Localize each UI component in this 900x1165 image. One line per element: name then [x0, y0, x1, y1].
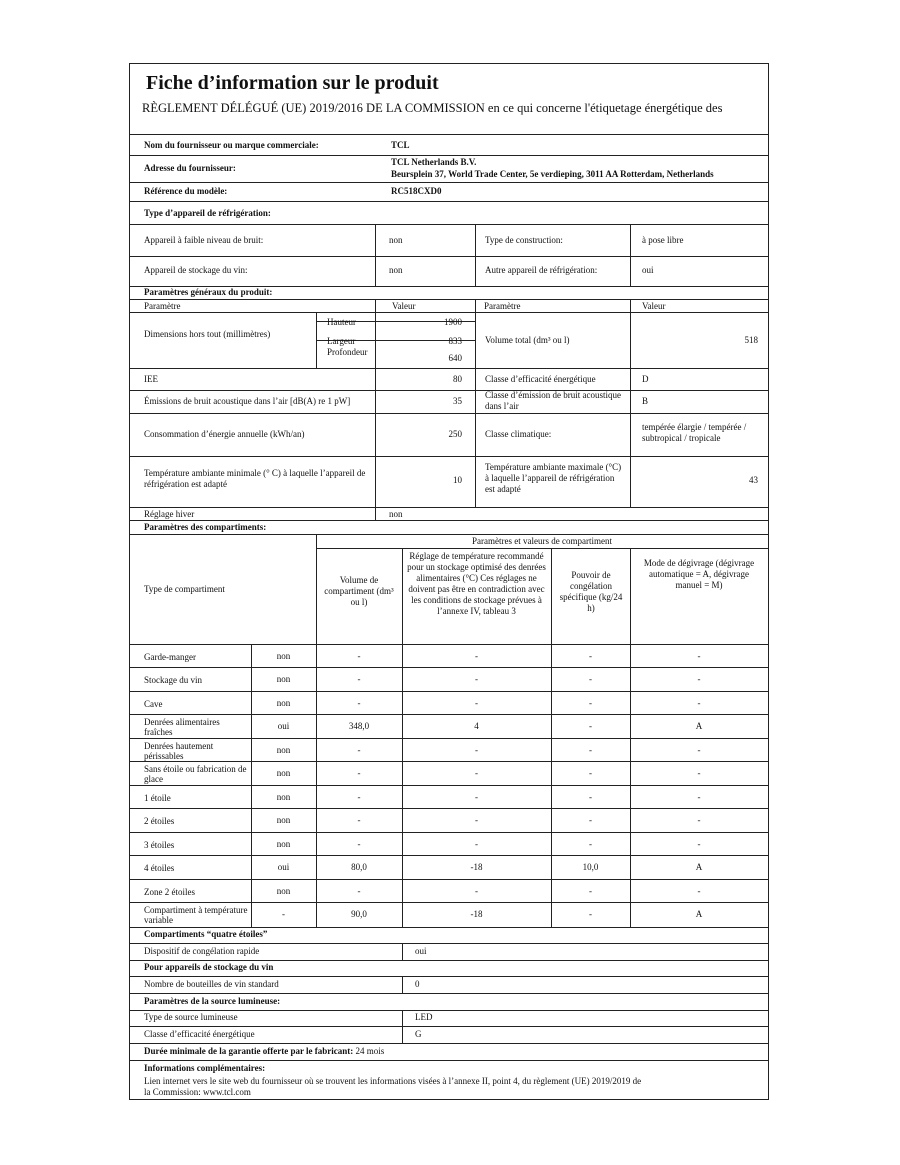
wine-bottles-label: Nombre de bouteilles de vin standard: [144, 979, 279, 989]
other-appliance-label: Autre appareil de réfrigération:: [485, 265, 598, 275]
eei-value: 80: [453, 374, 462, 384]
rule: [130, 993, 768, 994]
construction-label: Type de construction:: [485, 235, 563, 245]
other-appliance-value: oui: [642, 265, 654, 275]
compartment-present: non: [276, 792, 291, 802]
compartment-defrost: -: [697, 651, 701, 661]
rule: [130, 256, 768, 257]
light-type-label: Type de source lumineuse: [144, 1012, 238, 1022]
rule: [130, 390, 768, 391]
compartment-defrost: -: [697, 745, 701, 755]
energy-class-label: Classe d’efficacité énergétique: [485, 374, 596, 384]
wine-appliance-label: Appareil de stockage du vin:: [144, 265, 248, 275]
compartment-freeze: -: [589, 721, 592, 731]
wine-bottles-value: 0: [415, 979, 420, 989]
rule: [402, 976, 403, 993]
rule: [130, 976, 768, 977]
rule: [130, 1043, 768, 1044]
rule: [130, 368, 768, 369]
compartment-defrost: -: [697, 698, 701, 708]
rule: [475, 299, 476, 507]
width-value: 833: [448, 336, 462, 346]
compartment-temp: -: [475, 839, 478, 849]
rule: [130, 1026, 768, 1027]
noise-label: Émissions de bruit acoustique dans l’air [dB(A) re 1 pW]: [144, 396, 351, 406]
compartment-name: Zone 2 étoiles: [144, 886, 195, 897]
rule: [130, 927, 768, 928]
compartment-freeze: -: [589, 674, 592, 684]
supplier-address-line1: TCL Netherlands B.V.: [391, 157, 477, 167]
compartment-defrost: -: [697, 839, 701, 849]
compartment-temp: -: [475, 792, 478, 802]
compartment-name: 4 étoiles: [144, 862, 175, 873]
min-ambient-temp-value: 10: [453, 475, 462, 485]
compartment-present: oui: [277, 721, 290, 731]
rule: [375, 224, 376, 286]
compartment-freeze: -: [589, 768, 592, 778]
compartment-name: Denrées hautement périssables: [144, 740, 214, 761]
compartment-defrost: -: [697, 768, 701, 778]
compartment-present: non: [276, 815, 291, 825]
compartment-present: -: [282, 909, 285, 919]
winter-setting-value: non: [389, 509, 403, 519]
compartment-volume: -: [357, 651, 361, 661]
compartment-name: Stockage du vin: [144, 674, 202, 685]
compartment-present: non: [276, 768, 291, 778]
col-compartment-volume: Volume de compartiment (dm³ ou l): [324, 575, 394, 607]
compartment-freeze: -: [589, 698, 592, 708]
supplier-name-value: TCL: [391, 140, 410, 150]
compartment-defrost: A: [695, 721, 703, 731]
height-value: 1900: [444, 317, 462, 327]
compartment-freeze: -: [589, 886, 592, 896]
depth-value: 640: [448, 353, 462, 363]
compartment-name: 2 étoiles: [144, 815, 175, 826]
compartment-temp: -18: [470, 909, 483, 919]
compartment-present: oui: [277, 862, 290, 872]
supplier-name-label: Nom du fournisseur ou marque commerciale:: [144, 140, 319, 150]
fast-freeze-label: Dispositif de congélation rapide: [144, 946, 260, 956]
rule: [130, 201, 768, 202]
col-value: Valeur: [392, 301, 416, 311]
compartment-volume: -: [357, 768, 361, 778]
compartment-name: 1 étoile: [144, 792, 171, 803]
compartment-defrost: -: [697, 674, 701, 684]
compartment-temp: -: [475, 886, 478, 896]
general-params-header: Paramètres généraux du produit:: [144, 287, 273, 297]
light-type-value: LED: [415, 1012, 433, 1022]
compartment-freeze: -: [589, 745, 592, 755]
compartment-temp: 4: [474, 721, 479, 731]
dimensions-label: Dimensions hors tout (millimètres): [144, 329, 271, 339]
eei-label: IEE: [144, 374, 158, 384]
rule: [130, 413, 768, 414]
rule: [630, 224, 631, 286]
page-title: Fiche d’information sur le produit: [146, 72, 439, 94]
light-class-value: G: [415, 1029, 422, 1039]
annual-energy-label: Consommation d’énergie annuelle (kWh/an): [144, 429, 305, 439]
supplier-address-label: Adresse du fournisseur:: [144, 163, 236, 173]
compartment-freeze: 10,0: [582, 862, 599, 872]
compartment-temp: -: [475, 651, 478, 661]
compartments-header: Paramètres des compartiments:: [144, 522, 267, 532]
max-ambient-temp-value: 43: [749, 475, 758, 485]
col-freezing-capacity: Pouvoir de congélation spécifique (kg/24 h): [559, 570, 623, 613]
noise-class-value: B: [642, 396, 649, 406]
light-class-label: Classe d’efficacité énergétique: [144, 1029, 255, 1039]
compartment-name: Sans étoile ou fabrication de glace: [144, 763, 247, 784]
compartment-present: non: [276, 698, 291, 708]
warranty-row: [144, 1046, 384, 1057]
compartment-volume: -: [357, 674, 361, 684]
four-star-header: Compartiments “quatre étoiles”: [144, 929, 268, 939]
compartment-name: 3 étoiles: [144, 839, 175, 850]
wine-storage-header: Pour appareils de stockage du vin: [144, 962, 274, 972]
compartment-defrost: A: [695, 909, 703, 919]
compartment-name: Denrées alimentaires fraîches: [144, 716, 220, 737]
total-volume-value: 518: [744, 335, 758, 345]
low-noise-value: non: [389, 235, 403, 245]
compartment-group-header: Paramètres et valeurs de compartiment: [472, 536, 612, 546]
rule: [130, 299, 768, 300]
compartment-present: non: [276, 745, 291, 755]
rule: [130, 456, 768, 457]
noise-class-label: Classe d’émission de bruit acoustique dans l’air: [485, 390, 621, 411]
height-label: Hauteur: [327, 317, 356, 327]
additional-info-header: Informations complémentaires:: [144, 1063, 266, 1073]
supplier-address-line2: Beursplein 37, World Trade Center, 5e verdieping, 3011 AA Rotterdam, Netherlands: [391, 169, 714, 179]
compartment-volume: 348,0: [348, 721, 370, 731]
rule: [130, 1060, 768, 1061]
compartment-freeze: -: [589, 909, 592, 919]
fast-freeze-value: oui: [415, 946, 427, 956]
energy-class-value: D: [642, 374, 649, 384]
compartment-defrost: -: [697, 792, 701, 802]
additional-info-text: Lien internet vers le site web du fournisseur où se trouvent les informations visées à l’annexe II, point 4, du règlement (UE) 2019/2019 de la Commission: www.tcl.com: [144, 1076, 642, 1097]
wine-appliance-value: non: [389, 265, 403, 275]
compartment-freeze: -: [589, 792, 592, 802]
rule: [130, 134, 768, 135]
low-noise-label: Appareil à faible niveau de bruit:: [144, 235, 264, 245]
rule: [402, 1010, 403, 1043]
compartment-defrost: -: [697, 886, 701, 896]
compartment-temp: -: [475, 698, 478, 708]
noise-value: 35: [453, 396, 462, 406]
product-information-sheet: [129, 63, 769, 1100]
rule: [130, 507, 768, 508]
compartment-present: non: [276, 651, 291, 661]
compartment-volume: -: [357, 792, 361, 802]
rule: [130, 520, 768, 521]
compartment-name: Cave: [144, 698, 163, 709]
compartment-temp: -: [475, 815, 478, 825]
compartment-temp: -: [475, 674, 478, 684]
col-recommended-temp: Réglage de température recommandé pour un stockage optimisé des denrées alimentaires (°C) Ces réglages ne doivent pas être en contradiction avec les conditions de stockage prévues à l’annexe IV, tableau 3: [407, 551, 546, 616]
compartment-present: non: [276, 886, 291, 896]
climate-class-value: tempérée élargie / tempérée / subtropical / tropicale: [642, 422, 747, 443]
rule: [316, 312, 317, 368]
rule: [375, 299, 376, 520]
compartment-volume: 90,0: [351, 909, 367, 919]
min-ambient-temp-label: Température ambiante minimale (° C) à laquelle l’appareil de réfrigération est adapté: [144, 468, 366, 489]
compartment-temp: -: [475, 745, 478, 755]
compartment-temp: -18: [470, 862, 483, 872]
model-reference-value: RC518CXD0: [391, 186, 442, 196]
compartment-present: non: [276, 839, 291, 849]
compartment-temp: -: [475, 768, 478, 778]
col-param-right: Paramètre: [484, 301, 521, 311]
rule: [130, 182, 768, 183]
compartment-freeze: -: [589, 651, 592, 661]
rule: [251, 644, 252, 927]
compartment-name: Compartiment à température variable: [144, 904, 248, 925]
compartment-volume: -: [357, 815, 361, 825]
width-label: Largeur: [327, 336, 356, 346]
compartment-volume: -: [357, 745, 361, 755]
construction-value: à pose libre: [642, 235, 684, 245]
compartment-name: Garde-manger: [144, 651, 196, 662]
compartment-defrost: -: [697, 815, 701, 825]
col-defrost-mode: Mode de dégivrage (dégivrage automatique = A, dégivrage manuel = M): [643, 558, 755, 590]
model-reference-label: Référence du modèle:: [144, 186, 228, 196]
winter-setting-label: Réglage hiver: [144, 509, 195, 519]
rule: [130, 943, 768, 944]
light-source-header: Paramètres de la source lumineuse:: [144, 996, 281, 1006]
col-compartment-type: Type de compartiment: [144, 584, 225, 594]
warranty-value: 24 mois: [355, 1046, 385, 1056]
col-param: Paramètre: [144, 301, 181, 311]
compartment-volume: -: [357, 839, 361, 849]
regulation-subtitle: RÈGLEMENT DÉLÉGUÉ (UE) 2019/2016 DE LA COMMISSION en ce qui concerne l'étiquetage énergétique des: [142, 101, 723, 115]
compartment-freeze: -: [589, 815, 592, 825]
warranty-label: Durée minimale de la garantie offerte par le fabricant:: [144, 1046, 354, 1056]
max-ambient-temp-label: Température ambiante maximale (°C) à laquelle l’appareil de réfrigération est adapté: [485, 462, 622, 494]
appliance-type-header: Type d’appareil de réfrigération:: [144, 208, 271, 218]
rule: [130, 155, 768, 156]
rule: [475, 224, 476, 286]
rule: [316, 548, 768, 549]
climate-class-label: Classe climatique:: [485, 429, 552, 439]
compartment-volume: -: [357, 886, 361, 896]
rule: [130, 224, 768, 225]
total-volume-label: Volume total (dm³ ou l): [485, 335, 570, 345]
col-value-right: Valeur: [642, 301, 666, 311]
rule: [130, 312, 768, 313]
compartment-volume: 80,0: [351, 862, 367, 872]
rule: [130, 534, 768, 535]
compartment-volume: -: [357, 698, 361, 708]
rule: [402, 943, 403, 960]
compartment-present: non: [276, 674, 291, 684]
rule: [130, 960, 768, 961]
annual-energy-value: 250: [448, 429, 462, 439]
compartment-defrost: A: [695, 862, 703, 872]
depth-label: Profondeur: [327, 347, 368, 357]
compartment-freeze: -: [589, 839, 592, 849]
rule: [130, 1010, 768, 1011]
rule: [630, 299, 631, 507]
